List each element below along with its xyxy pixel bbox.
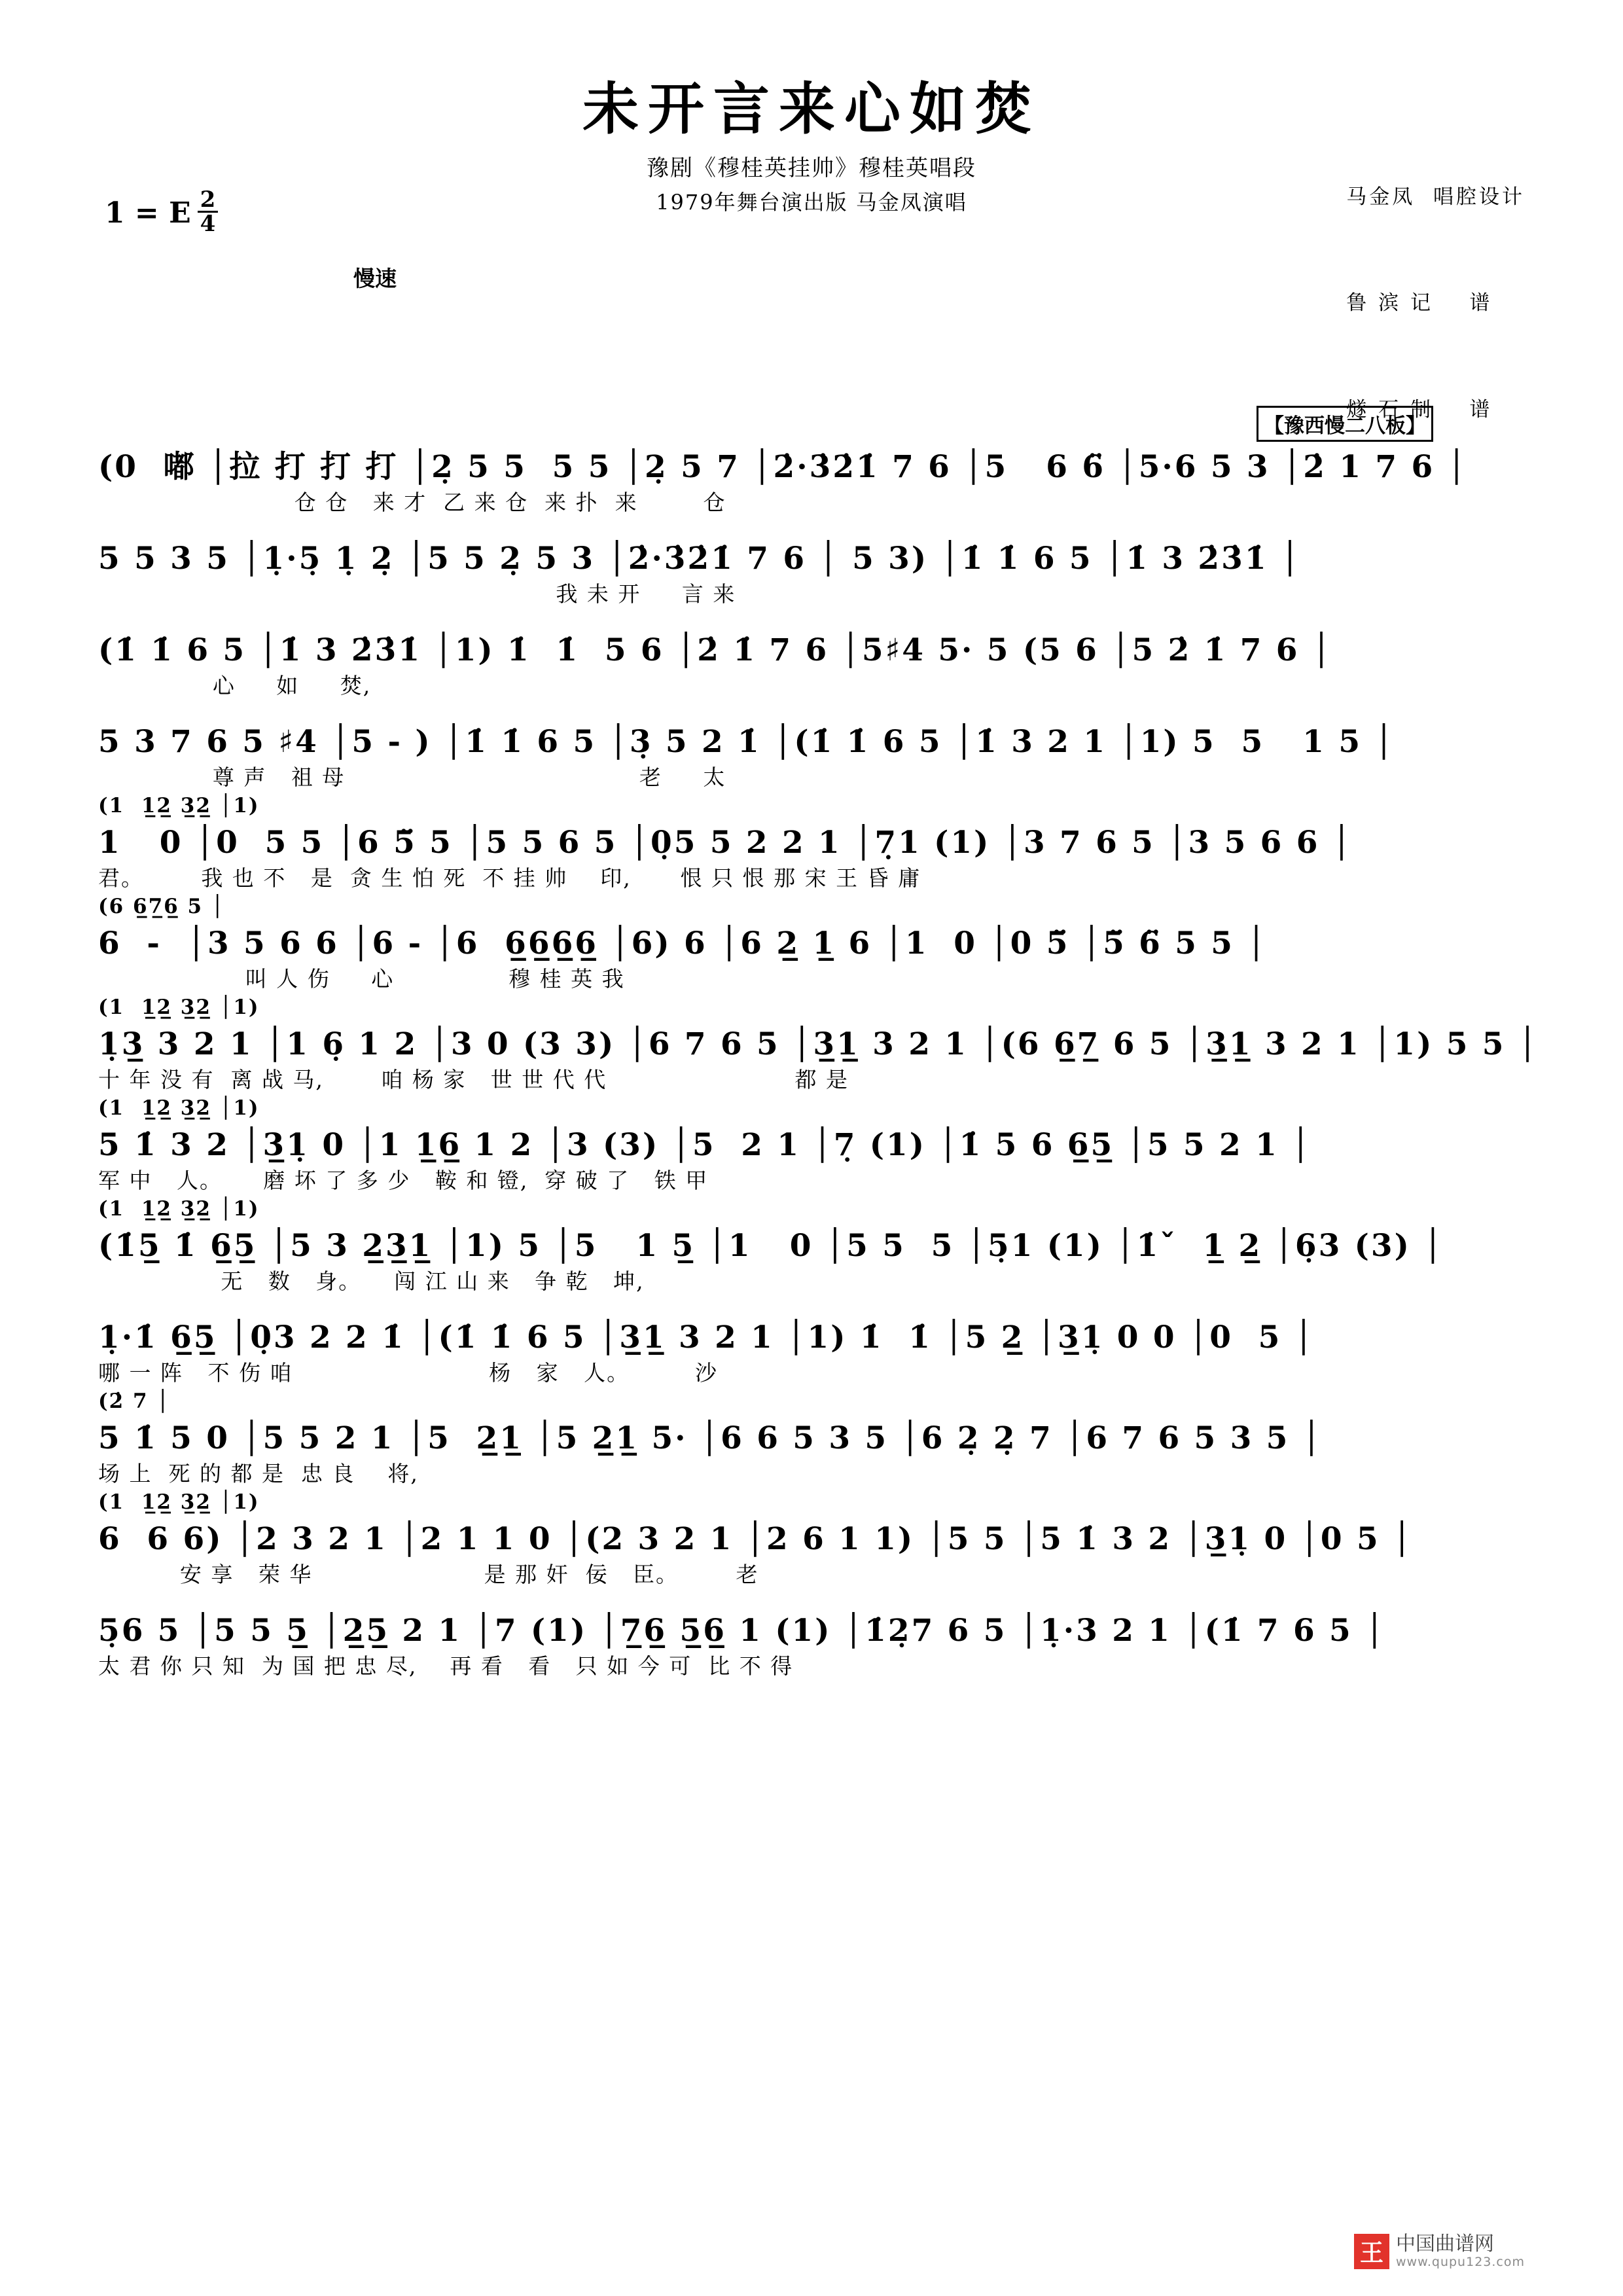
time-signature-numerator: 2 — [198, 188, 219, 213]
notation-line: 6 - │3 5 6 6 │6 - │6 6̲6̲6̲6̲ │6) 6 │6 2̲ 1̲ 6 │1 0 │0 5̈ │5̈ 6̈ 5 5 │ — [98, 925, 1268, 961]
lyrics-line: 尊 声 祖 母 老 太 — [98, 764, 726, 790]
system-row — [98, 1319, 1525, 1416]
site-name: 中国曲谱网 — [1395, 2232, 1494, 2255]
time-signature — [198, 188, 219, 235]
system-spacer — [98, 1302, 1525, 1319]
notation-line: 6 6 6) │2 3 2 1 │2 1 1 0 │(2 3 2 1 │2 6 1 1) │5 5 │5 1̇ 3 2 │3̲1̣ 0 │0 5 │ — [98, 1520, 1414, 1557]
system-row — [98, 1612, 1525, 1683]
system-row — [98, 632, 1525, 702]
time-signature-denominator: 4 — [200, 211, 216, 237]
notation-line: 5 3 7 6 5 ♯4 │5 - ) │1̇ 1̇ 6 5 │3̣ 5 2 1̇ │(1̇ 1̇ 6 5 │1̇ 3 2 1 │1) 5 5 1 5 │ — [98, 723, 1395, 760]
system-spacer — [98, 523, 1525, 540]
system-row — [98, 1227, 1525, 1298]
notation-line: 1̣3̲ 3 2 1 │1 6̣ 1 2 │3 0 (3 3) │6 7 6 5 │3̲1̲ 3 2 1 │(6 6̲7̲ 6 5 │3̲1̲ 3 2 1 │1) 5 5 │ — [98, 1026, 1539, 1062]
site-logo — [1354, 2233, 1525, 2270]
notation-line: 1 0 │0 5 5 │6 5̈ 5 │5 5 6 5 │0̣5 5 2 2 1 │7̣1 (1) │3 7 6 5 │3 5 6 6 │ — [98, 824, 1353, 861]
lyrics-line: 十 年 没 有 离 战 马, 咱 杨 家 世 世 代 代 都 是 — [98, 1066, 849, 1092]
ornament-line: (1 1̲2̲ 3̲2̲ │1) — [98, 995, 260, 1019]
system-row — [98, 540, 1525, 611]
ornament-line: (1 1̲2̲ 3̲2̲ │1) — [98, 1490, 260, 1514]
logo-text — [1396, 2233, 1525, 2270]
system-spacer — [98, 615, 1525, 632]
system-spacer — [98, 1595, 1525, 1612]
ornament-line: (6 6̲7̲6̲ 5 │ — [98, 894, 225, 918]
lyrics-line: 安 享 荣 华 是 那 奸 佞 臣。 老 — [98, 1561, 759, 1587]
system-row — [98, 824, 1525, 921]
system-spacer — [98, 706, 1525, 723]
ornament-line: (1 1̲2̲ 3̲2̲ │1) — [98, 1196, 260, 1221]
page-title: 未开言来心如焚 — [582, 76, 1041, 142]
music-body — [98, 448, 1539, 1683]
lyrics-line: 场 上 死 的 都 是 忠 良 将, — [98, 1460, 419, 1486]
ornament-line: (1 1̲2̲ 3̲2̲ │1) — [98, 1096, 260, 1120]
lyrics-line: 军 中 人。 磨 坏 了 多 少 鞍 和 镫, 穿 破 了 铁 甲 — [98, 1167, 709, 1193]
system-row — [98, 1420, 1525, 1516]
credit-line-1: 马金凤 唱腔设计 — [1346, 185, 1525, 209]
key-signature-text: 1 = E — [105, 196, 191, 230]
system-row — [98, 723, 1525, 820]
lyrics-line: 我 未 开 言 来 — [98, 581, 736, 607]
system-row — [98, 1520, 1525, 1591]
ornament-line: (2̇ 7 │ — [98, 1389, 171, 1413]
lyrics-line: 仓 仓 来 才 乙 来 仓 来 扑 来 仓 — [98, 489, 726, 515]
page-subtitle: 豫剧《穆桂英挂帅》穆桂英唱段 — [647, 154, 976, 181]
notation-line: (1̇ 1̇ 6 5 │1̇ 3 2̇3̇1̇ │1) 1̇ 1̇ 5 6 │2̇ 1̇ 7 6 │5♯4 5· 5 (5 6 │5 2̇ 1̇ 7 6 │ — [98, 632, 1333, 668]
ornament-line: (1 1̲2̲ 3̲2̲ │1) — [98, 793, 260, 817]
lyrics-line: 心 如 焚, — [98, 672, 372, 698]
system-row — [98, 1026, 1539, 1122]
system-row — [98, 1126, 1525, 1223]
page-subtitle-secondary: 1979年舞台演出版 马金凤演唱 — [656, 189, 967, 215]
notation-line: 5 5 3 5 │1̣·5̣ 1̣ 2̣ │5 5 2̣ 5 3 │2̇·3̇2̇1̇ 7 6 │ 5 3) │1̇ 1̇ 6 5 │1̇ 3 2̇3̇1̇ │ — [98, 540, 1302, 577]
notation-line: 5̣6 5 │5 5 5̲ │2̲5̲ 2 1 │7 (1) │7̲6̲ 5̲6̲ 1 (1) │1̇2̣7 6 5 │1̣·3 2 1 │(1̇ 7 6 5 │ — [98, 1612, 1386, 1649]
lyrics-line: 太 君 你 只 知 为 国 把 忠 尽, 再 看 看 只 如 今 可 比 不 得 — [98, 1653, 794, 1679]
key-signature — [105, 187, 218, 237]
notation-line: 5 1̇ 3 2 │3̲1̣ 0 │1 1̲6̲ 1 2 │3 (3) │5 2 1 │7̣ (1) │1̇ 5 6 6̲5̲ │5 5 2 1 │ — [98, 1126, 1312, 1163]
system-row — [98, 925, 1525, 1022]
site-url: www.qupu123.com — [1395, 2255, 1525, 2270]
lyrics-line: 无 数 身。 闯 江 山 来 争 乾 坤, — [98, 1268, 645, 1294]
notation-line: (1̇5̲ 1̇ 6̲5̲ │5 3 2̲3̲1̲ │1) 5 │5 1 5̲ │1 0 │5 5 5 │5̣1 (1) │1̇ˇ 1̲ 2̲ │6̣3 (3) │ — [98, 1227, 1444, 1264]
lyrics-line: 哪 一 阵 不 伤 咱 杨 家 人。 沙 — [98, 1359, 719, 1386]
credit-line-2: 鲁 滨 记 谱 — [1346, 291, 1493, 315]
lyrics-line: 叫 人 伤 心 穆 桂 英 我 — [98, 965, 625, 992]
lyrics-line: 君。 我 也 不 是 贪 生 怕 死 不 挂 帅 印, 恨 只 恨 那 宋 王 昏 庸 — [98, 865, 921, 891]
notation-line: (0 嘟 │拉 打 打 打 │2̣ 5 5 5 5 │2̣ 5 7 │2̇·3̇2̇1̇ 7 6 │5 6 6̈ │5·6 5 3 │2̇ 1 7 6 │ — [98, 448, 1468, 485]
notation-line: 1̣·1̇ 6̲5̲ │0̣3 2 2 1̇ │(1̇ 1̇ 6 5 │3̲1̲ 3 2 1 │1) 1̇ 1̇ │5 2̲ │3̲1̣ 0 0 │0 5 │ — [98, 1319, 1315, 1355]
notation-line: 5 1̇ 5 0 │5 5 2 1 │5 2̲1̲ │5 2̲1̲ 5· │6 6 5 3 5 │6 2̣ 2̣ 7 │6 7 6 5 3 5 │ — [98, 1420, 1323, 1456]
logo-badge-icon: 王 — [1354, 2234, 1389, 2269]
tempo-marking: 慢速 — [353, 266, 397, 291]
banshi-marking: 【豫西慢二八板】 — [1257, 406, 1433, 442]
credit-line-3: 燧 石 制 谱 — [1346, 398, 1493, 422]
system-row — [98, 448, 1525, 519]
